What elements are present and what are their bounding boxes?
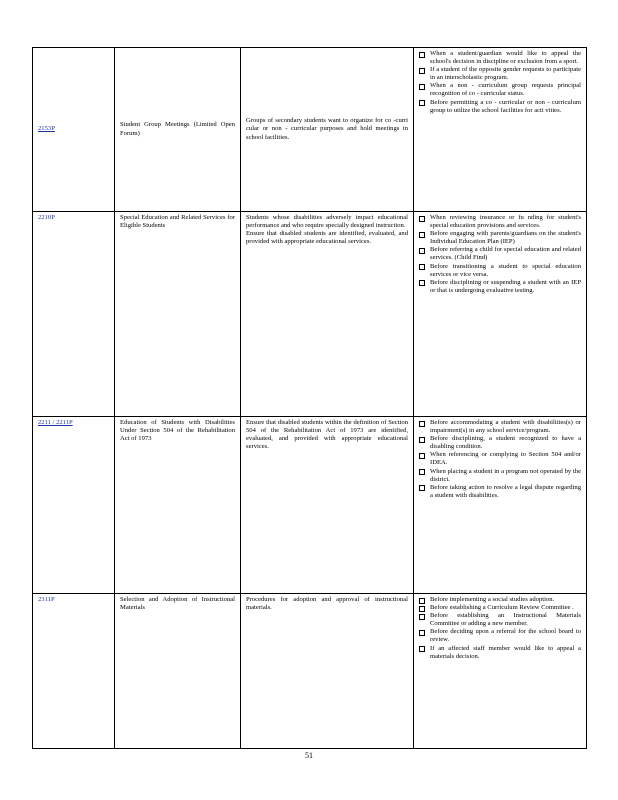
policy-code-link[interactable]: 2311P [38,596,55,603]
policy-code-cell [33,48,115,212]
policy-code-cell [33,594,115,749]
list-item: Before transitioning a student to special education services or vice versa. [419,263,581,279]
policy-code-cell [33,417,115,594]
policy-table [32,47,587,749]
action-list [419,214,581,295]
list-item: When a non - curriculum group requests principal recognition of co - curricular status. [419,82,581,98]
list-item: If a student of the opposite gender requests to participate in an interscholastic program. [419,66,581,82]
list-item: Before disciplining, a student recognized to have a disabling condition. [419,435,581,451]
list-item: Before implementing a social studies adoption. [419,596,581,604]
policy-actions-cell [414,48,587,212]
policy-actions-cell [414,417,587,594]
policy-actions-cell [414,212,587,417]
policy-description: Ensure that disabled students within the definition of Section 504 of the Rehabilitation Act of 1973 are identified, evaluated, and provided with appropriate educational services. [246,419,408,451]
policy-description: Students whose disabilities adversely impact educational performance and who require specially designed instruction. [246,214,408,230]
policy-code-cell [33,212,115,417]
list-item: Before engaging with parents/guardians on the student's Individual Education Plan (IEP) [419,230,581,246]
list-item: When reviewing insurance or fu nding for student's special education provisions and services. [419,214,581,230]
policy-description: Procedures for adoption and approval of instructional materials. [246,596,408,612]
policy-description-cell [241,48,414,212]
list-item: Before taking action to resolve a legal dispute regarding a student with disabilities. [419,484,581,500]
policy-title-cell [115,417,241,594]
policy-description-extra: Ensure that disabled students are identified, evaluated, and provided with appropriate educational services. [246,230,408,246]
action-list [419,419,581,500]
list-item: When placing a student in a program not operated by the district. [419,468,581,484]
table-row [33,48,587,212]
policy-description-cell [241,417,414,594]
list-item: When a student/guardian would like to appeal the school's decision in discipline or exclusion from a sport. [419,50,581,66]
action-list [419,50,581,115]
list-item: Before disciplining or suspending a student with an IEP or that is undergoing evaluative testing. [419,279,581,295]
policy-title: Special Education and Related Services for Eligible Students [120,214,235,230]
policy-code-link[interactable]: 2153P [38,125,55,133]
table-row [33,594,587,749]
policy-title: Education of Students with Disabilities Under Section 504 of the Rehabilitation Act of 1973 [120,419,235,443]
table-row [33,417,587,594]
list-item: Before establishing an Instructional Materials Committee or adding a new member. [419,612,581,628]
list-item: Before deciding upon a referral for the school board to review. [419,628,581,644]
policy-title: Student Group Meetings (Limited Open Forum) [120,121,235,137]
list-item: Before establishing a Curriculum Review Committee . [419,604,581,612]
action-list [419,596,581,661]
list-item: Before referring a child for special education and related services. (Child Find) [419,246,581,262]
policy-actions-cell [414,594,587,749]
list-item: When referencing or complying to Section 504 and/or IDEA. [419,451,581,467]
list-item: Before permitting a co - curricular or non - curriculum group to utilize the school facilities for acti vities. [419,99,581,115]
policy-title-cell [115,212,241,417]
policy-description: Groups of secondary students want to organize for co -curri cular or non - curricular purposes and hold meetings in school facilities. [246,117,408,141]
policy-title-cell [115,48,241,212]
page-number: 51 [305,751,313,760]
policy-description-cell [241,212,414,417]
policy-title-cell [115,594,241,749]
table-row [33,212,587,417]
policy-description-cell [241,594,414,749]
policy-code-link[interactable]: 2211 / 2211P [38,419,73,426]
list-item: If an affected staff member would like to appeal a materials decision. [419,645,581,661]
policy-title: Selection and Adoption of Instructional Materials [120,596,235,612]
list-item: Before accommodating a student with disabilities(s) or impairment(s) in any school service/program. [419,419,581,435]
policy-code-link[interactable]: 2210P [38,214,55,221]
